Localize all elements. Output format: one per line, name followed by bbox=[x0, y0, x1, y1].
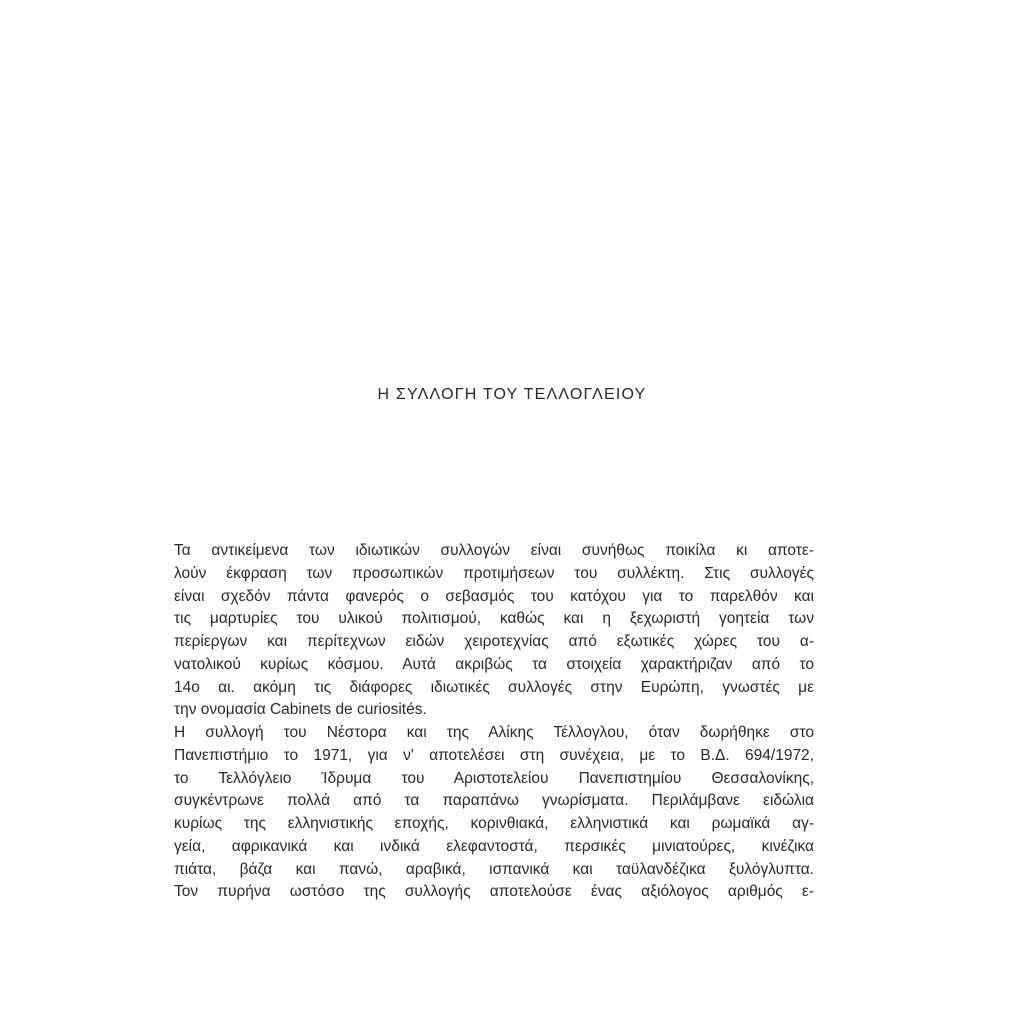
text-line: Η συλλογή του Νέστορα και της Αλίκης Τέλλογλου, όταν δωρήθηκε στο bbox=[174, 724, 814, 741]
page-title: Η ΣΥΛΛΟΓΗ ΤΟΥ ΤΕΛΛΟΓΛΕΙΟΥ bbox=[377, 386, 647, 403]
paragraph-1 bbox=[174, 540, 814, 722]
text-line: γεία, αφρικανικά και ινδικά ελεφαντοστά, περσικές μινιατούρες, κινέζικα bbox=[174, 837, 814, 855]
text-line: κυρίως της ελληνιστικής εποχής, κορινθιακά, ελληνιστικά και ρωμαϊκά αγ- bbox=[174, 815, 814, 832]
text-line: περίεργων και περίτεχνων ειδών χειροτεχνίας από εξωτικές χώρες του α- bbox=[174, 633, 814, 650]
text-line: είναι σχεδόν πάντα φανερός ο σεβασμός του κατόχου για το παρελθόν και bbox=[174, 587, 814, 605]
text-line: 14ο αι. ακόμη τις διάφορες ιδιωτικές συλλογές στην Ευρώπη, γνωστές με bbox=[174, 678, 814, 696]
paragraph-2 bbox=[174, 722, 814, 904]
text-line: λούν έκφραση των προσωπικών προτιμήσεων του συλλέκτη. Στις συλλογές bbox=[174, 564, 814, 582]
text-line: το Τελλόγλειο Ίδρυμα του Αριστοτελείου Πανεπιστημίου Θεσσαλονίκης, bbox=[174, 769, 814, 787]
text-line: πιάτα, βάζα και πανώ, αραβικά, ισπανικά και ταϋλανδέζικα ξυλόγλυπτα. bbox=[174, 860, 814, 878]
body-text bbox=[174, 540, 814, 904]
text-line: την ονομασία Cabinets de curiosités. bbox=[174, 701, 427, 719]
text-line: Πανεπιστήμιο το 1971, για ν' αποτελέσει στη συνέχεια, με το Β.Δ. 694/1972, bbox=[174, 746, 814, 764]
text-line: νατολικού κυρίως κόσμου. Αυτά ακριβώς τα στοιχεία χαρακτήριζαν από το bbox=[174, 655, 814, 673]
text-line: Τον πυρήνα ωστόσο της συλλογής αποτελούσε ένας αξιόλογος αριθμός ε- bbox=[174, 883, 814, 901]
text-line: τις μαρτυρίες του υλικού πολιτισμού, καθώς και η ξεχωριστή γοητεία των bbox=[174, 610, 814, 628]
text-line: συγκέντρωνε πολλά από τα παραπάνω γνωρίσματα. Περιλάμβανε ειδώλια bbox=[174, 792, 814, 810]
text-line: Τα αντικείμενα των ιδιωτικών συλλογών είναι συνήθως ποικίλα κι αποτε- bbox=[174, 542, 814, 559]
